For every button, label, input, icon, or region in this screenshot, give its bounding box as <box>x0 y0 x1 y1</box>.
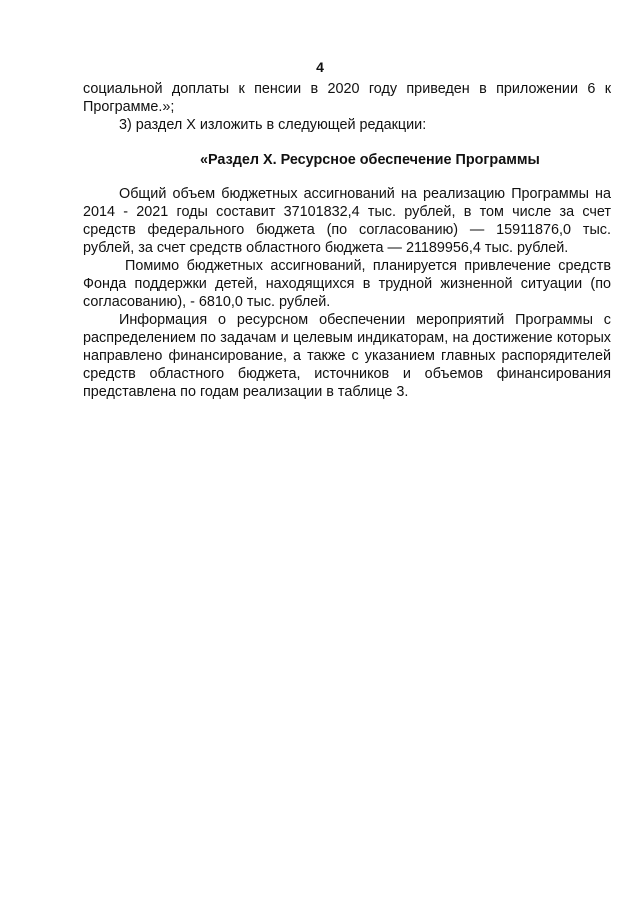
paragraph-continuation: социальной доплаты к пенсии в 2020 году приведен в приложении 6 к Программе.»; <box>83 81 611 115</box>
paragraph-resource-info: Информация о ресурсном обеспечении мероприятий Программы с распределением по задачам и целевым индикаторам, на достижение которых направлено финансирование, а также с указанием главных распорядителей средств областного бюджета, источников и объемов финансирования представлена по годам реализации в таблице 3. <box>83 312 611 400</box>
page-number: 4 <box>316 59 324 75</box>
paragraph-additional-funding: Помимо бюджетных ассигнований, планируется привлечение средств Фонда поддержки детей, находящихся в трудной жизненной ситуации (по согласованию), - 6810,0 тыс. рублей. <box>83 258 611 310</box>
section-heading: «Раздел X. Ресурсное обеспечение Программы <box>200 152 540 168</box>
document-body <box>83 80 611 401</box>
paragraph-total-funding: Общий объем бюджетных ассигнований на реализацию Программы на 2014 - 2021 годы составит 37101832,4 тыс. рублей, в том числе за счет средств федерального бюджета (по согласованию) — 15911876,0 тыс. рублей, за счет средств областного бюджета — 21189956,4 тыс. рублей. <box>83 186 611 256</box>
paragraph-amendment-item: 3) раздел X изложить в следующей редакции: <box>119 117 427 133</box>
